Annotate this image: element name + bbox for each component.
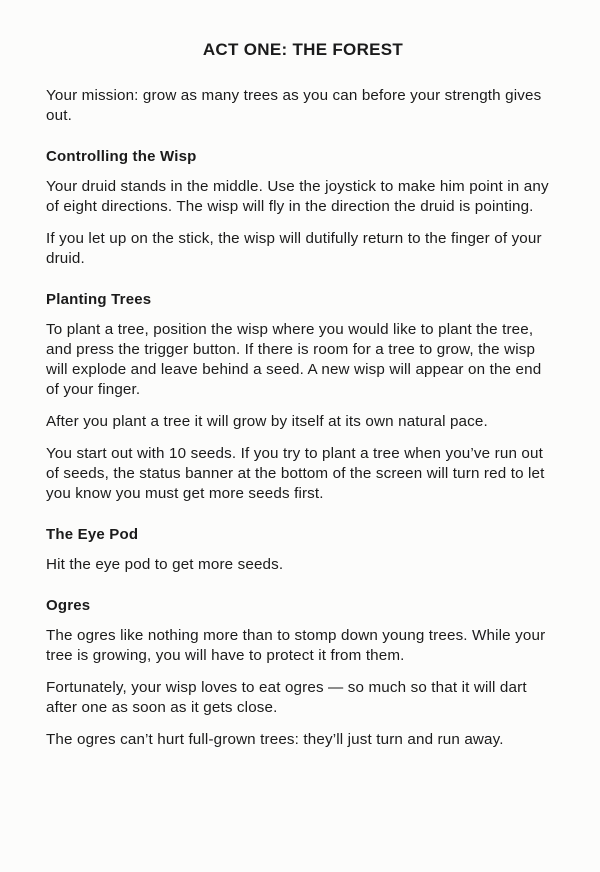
paragraph: Hit the eye pod to get more seeds. <box>46 556 284 573</box>
paragraph: After you plant a tree it will grow by itself at its own natural pace. <box>46 413 488 430</box>
section-heading: Planting Trees <box>46 291 152 308</box>
paragraph: Fortunately, your wisp loves to eat ogres — so much so that it will dart after one as soon as it gets close. <box>46 679 527 716</box>
paragraph: You start out with 10 seeds. If you try to plant a tree when you’ve run out of seeds, the status banner at the bottom of the screen will turn red to let you know you must get more seeds first. <box>46 445 545 502</box>
section-ogres <box>46 597 556 750</box>
section-heading: Ogres <box>46 597 91 614</box>
section-heading: The Eye Pod <box>46 526 139 543</box>
manual-page <box>46 40 556 762</box>
paragraph: To plant a tree, position the wisp where you would like to plant the tree, and press the trigger button. If there is room for a tree to grow, the wisp will explode and leave behind a seed. A new wisp will appear on the end of your finger. <box>46 321 542 398</box>
paragraph: The ogres like nothing more than to stomp down young trees. While your tree is growing, you will have to protect it from them. <box>46 627 546 664</box>
paragraph: Your druid stands in the middle. Use the joystick to make him point in any of eight directions. The wisp will fly in the direction the druid is pointing. <box>46 178 549 215</box>
paragraph: If you let up on the stick, the wisp will dutifully return to the finger of your druid. <box>46 230 542 267</box>
section-controlling-the-wisp <box>46 148 556 269</box>
page-title: ACT ONE: THE FOREST <box>202 40 404 59</box>
section-heading: Controlling the Wisp <box>46 148 197 165</box>
intro-paragraph: Your mission: grow as many trees as you can before your strength gives out. <box>46 87 542 124</box>
paragraph: The ogres can’t hurt full-grown trees: they’ll just turn and run away. <box>46 731 504 748</box>
section-planting-trees <box>46 291 556 504</box>
section-the-eye-pod <box>46 526 556 575</box>
